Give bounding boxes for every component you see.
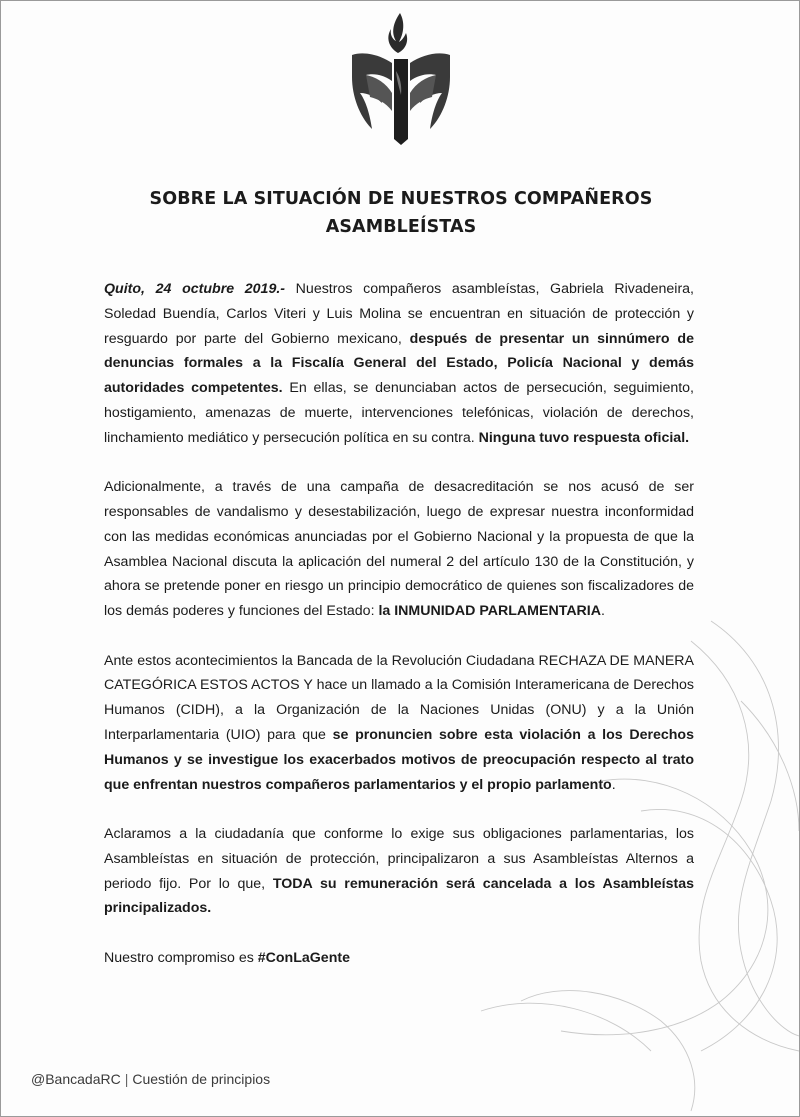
paragraph-2: [104, 475, 694, 624]
paragraph-3: [104, 649, 694, 798]
title-line-1: SOBRE LA SITUACIÓN DE NUESTROS COMPAÑEROS: [149, 189, 653, 209]
dateline: Quito, 24 octubre 2019.-: [104, 281, 286, 297]
footer-separator: |: [124, 1071, 129, 1087]
paragraph-4-bold-1: TODA su remuneración será cancelada a los Asambleístas principalizados.: [104, 875, 694, 917]
paragraph-2-bold-1: la INMUNIDAD PARLAMENTARIA: [378, 603, 601, 620]
bancada-rc-logo-icon: [346, 11, 456, 146]
paragraph-1-bold-2: Ninguna tuvo respuesta oficial.: [478, 429, 690, 446]
paragraph-4-text-1: Aclaramos a la ciudadanía que conforme lo exige sus obligaciones parlamentarias, los Asambleístas en situación de protección, principalizaron a sus Asambleístas Alternos a periodo fijo. Por lo que,: [104, 825, 694, 892]
paragraph-1-bold-1: después de presentar un sinnúmero de denuncias formales a la Fiscalía General del Estado, Policía Nacional y demás autoridades competentes.: [104, 330, 694, 397]
document-title: [61, 185, 741, 241]
paragraph-3-bold-1: se pronuncien sobre esta violación a los Derechos Humanos y se investigue los exacerbados motivos de preocupación respecto al trato que enfrentan nuestros compañeros parlamentarios y el propio parlamento: [104, 726, 694, 793]
paragraph-4: [104, 822, 694, 921]
footer-tagline: Cuestión de principios: [132, 1071, 271, 1087]
paragraph-1: [104, 277, 694, 451]
paragraph-1-text-1: Nuestros compañeros asambleístas, Gabriela Rivadeneira, Soledad Buendía, Carlos Viteri y Luis Molina se encuentran en situación de protección y resguardo por parte del Gobierno mexicano,: [104, 281, 694, 347]
title-line-2: ASAMBLEÍSTAS: [325, 217, 477, 237]
closing-text: Nuestro compromiso es: [104, 949, 258, 966]
footer-handle: @BancadaRC: [31, 1071, 121, 1087]
paragraph-1-text-2: En ellas, se denunciaban actos de persecución, seguimiento, hostigamiento, amenazas de muerte, intervenciones telefónicas, violación de derechos, linchamiento mediático y persecución política en su contra.: [104, 380, 694, 446]
hashtag: #ConLaGente: [257, 949, 350, 966]
paragraph-3-text-1: Ante estos acontecimientos la Bancada de la Revolución Ciudadana RECHAZA DE MANERA CATEGÓRICA ESTOS ACTOS Y hace un llamado a la Comisión Interamericana de Derechos Humanos (CIDH), a la Organización de la Naciones Unidas (ONU) y a la Unión Interparlamentaria (UIO) para que: [104, 652, 694, 743]
document-body: [104, 277, 694, 971]
paragraph-3-text-2: .: [611, 776, 616, 793]
closing-line: [104, 946, 694, 971]
footer: [31, 1071, 270, 1087]
paragraph-2-text-1: Adicionalmente, a través de una campaña de desacreditación se nos acusó de ser responsables de vandalismo y desestabilización, luego de expresar nuestra inconformidad con las medidas económicas anunciadas por el Gobierno Nacional y la propuesta de que la Asamblea Nacional discuta la aplicación del numeral 2 del artículo 130 de la Constitución, y ahora se pretende poner en riesgo un principio democrático de quienes son fiscalizadores de los demás poderes y funciones del Estado:: [104, 479, 694, 620]
paragraph-2-text-2: .: [601, 603, 605, 620]
